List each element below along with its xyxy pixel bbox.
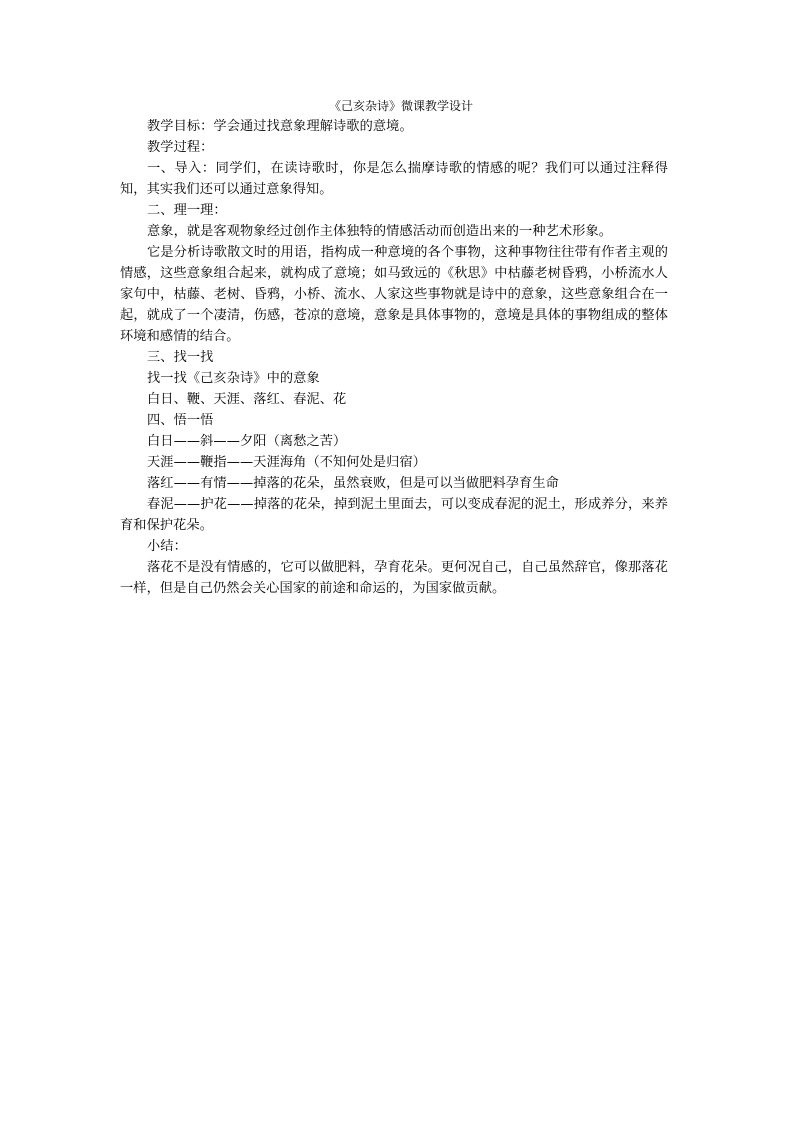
find-imagery-prompt: 找一找《己亥杂诗》中的意象: [147, 371, 320, 386]
imagery-item-horizon: 天涯——鞭指——天涯海角（不知何处是归宿）: [147, 455, 427, 470]
imagery-item-fallen-petals: 落红——有情——掉落的花朵，虽然衰败，但是可以当做肥料孕育生命: [147, 476, 559, 491]
document-page: [120, 96, 668, 599]
imagery-list: 白日、鞭、天涯、落红、春泥、花: [147, 392, 347, 407]
imagery-explanation: 它是分析诗歌散文时的用语，指构成一种意境的各个事物，这种事物往往带有作者主观的情感，这些意象组合起来，就构成了意境；如马致远的《秋思》中枯藤老树昏鸦，小桥流水人家句中，枯藤、老树、昏鸦，小桥、流水、人家这些事物就是诗中的意象，这些意象组合在一起，就成了一个凄清，伤感，苍凉的意境，意象是具体事物的，意境是具体的事物组成的整体环境和感情的结合。: [120, 245, 668, 344]
section-four-heading: 四、悟一悟: [147, 413, 214, 428]
section-three-heading: 三、找一找: [147, 350, 214, 365]
teaching-objective: 教学目标：学会通过找意象理解诗歌的意境。: [147, 119, 413, 134]
imagery-definition: 意象，就是客观物象经过创作主体独特的情感活动而创造出来的一种艺术形象。: [147, 224, 613, 239]
document-title: 《己亥杂诗》微课教学设计: [328, 99, 473, 113]
section-two-heading: 二、理一理：: [147, 203, 227, 218]
imagery-item-spring-mud: 春泥——护花——掉落的花朵，掉到泥土里面去，可以变成春泥的泥土，形成养分，来养育和保护花朵。: [120, 497, 668, 533]
imagery-item-sun: 白日——斜——夕阳（离愁之苦）: [147, 434, 347, 449]
section-introduction: 一、导入：同学们，在读诗歌时，你是怎么揣摩诗歌的情感的呢？我们可以通过注释得知，其实我们还可以通过意象得知。: [120, 161, 668, 197]
summary-text: 落花不是没有情感的，它可以做肥料，孕育花朵。更何况自己，自己虽然辞官，像那落花一样，但是自己仍然会关心国家的前途和命运的，为国家做贡献。: [120, 560, 668, 596]
teaching-process-heading: 教学过程：: [147, 140, 214, 155]
summary-heading: 小结：: [147, 539, 187, 554]
